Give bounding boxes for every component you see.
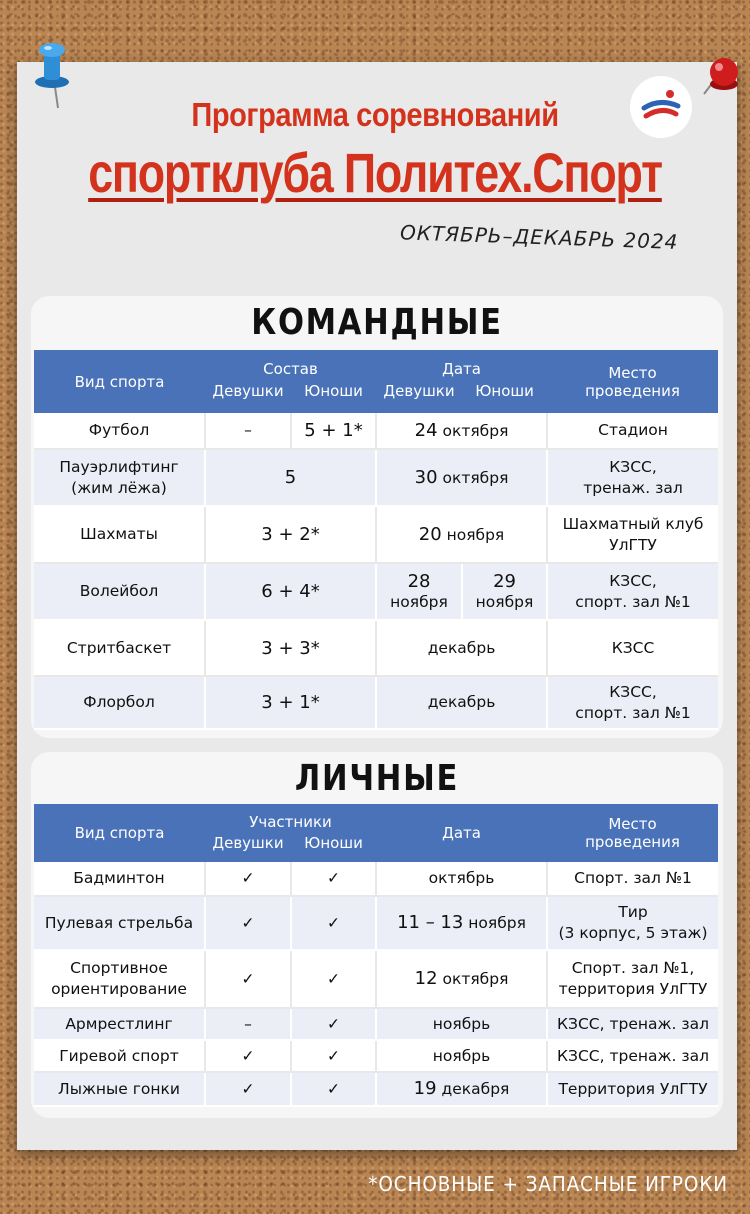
cell-girls: –: [205, 413, 291, 449]
venue-line-2: спорт. зал №1: [575, 592, 691, 611]
header-girls: Девушки: [205, 382, 291, 413]
cell-date: [376, 449, 547, 506]
check-icon: ✓: [291, 1072, 376, 1106]
title-line-2: спортклуба Политех.Спорт: [88, 141, 662, 204]
cell-composition: 3 + 1*: [205, 676, 376, 729]
cell-sport: [34, 449, 205, 506]
header-sport: Вид спорта: [34, 350, 205, 413]
venue-line-2: УлГТУ: [609, 535, 657, 554]
cell-date: декабрь: [376, 676, 547, 729]
cell-sport: Армрестлинг: [34, 1008, 205, 1040]
date-word: октября: [442, 421, 509, 440]
cell-composition: 3 + 2*: [205, 506, 376, 563]
venue-line-1: Тир: [618, 903, 648, 921]
title-line-1: Программа соревнований: [191, 96, 559, 133]
venue-line-2: территория УлГТУ: [558, 980, 708, 998]
date-word: ноября: [446, 525, 505, 544]
cell-venue: [547, 950, 718, 1008]
cell-sport: Футбол: [34, 413, 205, 449]
header-venue-l2: проведения: [585, 833, 680, 851]
cell-venue: Стадион: [547, 413, 718, 449]
check-icon: ✓: [291, 950, 376, 1008]
cell-date-boys: [462, 563, 547, 620]
sport-line-2: ориентирование: [51, 980, 187, 998]
cell-sport: Флорбол: [34, 676, 205, 729]
check-icon: ✓: [205, 896, 291, 950]
header-venue-l1: Место: [608, 363, 657, 382]
individual-table: [34, 804, 718, 1107]
cell-date: [376, 896, 547, 950]
header-girls: Девушки: [205, 834, 291, 862]
cell-composition: 5: [205, 449, 376, 506]
table-row: [34, 563, 718, 620]
cell-sport: [34, 950, 205, 1008]
cell-venue: [547, 506, 718, 563]
cell-venue: КЗСС: [547, 620, 718, 676]
header-date-boys: Юноши: [462, 382, 547, 413]
sport-line-1: Пауэрлифтинг: [59, 457, 179, 476]
cell-date: [376, 413, 547, 449]
cell-venue: КЗСС, тренаж. зал: [547, 1008, 718, 1040]
date-num: 20: [418, 523, 442, 545]
sport-line-2: (жим лёжа): [71, 478, 167, 497]
cell-venue: [547, 896, 718, 950]
cell-venue: [547, 449, 718, 506]
cell-sport: Волейбол: [34, 563, 205, 620]
cell-venue: [547, 563, 718, 620]
table-row: [34, 1008, 718, 1040]
table-row: [34, 413, 718, 449]
date-word: октября: [442, 970, 509, 988]
table-row: [34, 950, 718, 1008]
check-icon: ✓: [205, 950, 291, 1008]
cell-date: ноябрь: [376, 1008, 547, 1040]
cell-sport: Лыжные гонки: [34, 1072, 205, 1106]
cell-venue: КЗСС, тренаж. зал: [547, 1040, 718, 1072]
date-num: 11 – 13: [397, 912, 464, 933]
header-venue: [547, 804, 718, 862]
venue-line-1: КЗСС,: [609, 682, 657, 701]
venue-line-1: Шахматный клуб: [562, 514, 704, 533]
venue-line-1: Спорт. зал №1,: [571, 959, 695, 977]
table-row: [34, 620, 718, 676]
header-composition: Состав: [205, 350, 376, 382]
cell-date: ноябрь: [376, 1040, 547, 1072]
date-num: 24: [414, 419, 438, 441]
table-row: [34, 676, 718, 729]
cell-venue: Спорт. зал №1: [547, 862, 718, 896]
cell-sport: Шахматы: [34, 506, 205, 563]
header-boys: Юноши: [291, 382, 376, 413]
date-word: октября: [442, 468, 509, 487]
date-num: 29: [493, 570, 516, 592]
check-icon: ✓: [205, 1040, 291, 1072]
header-boys: Юноши: [291, 834, 376, 862]
header-date-girls: Девушки: [376, 382, 462, 413]
cell-girls: –: [205, 1008, 291, 1040]
venue-line-2: (3 корпус, 5 этаж): [558, 924, 708, 942]
cell-sport: Бадминтон: [34, 862, 205, 896]
date-num: 12: [414, 968, 438, 989]
cell-sport: Гиревой спорт: [34, 1040, 205, 1072]
cell-date: октябрь: [376, 862, 547, 896]
cell-composition: 6 + 4*: [205, 563, 376, 620]
table-row: [34, 862, 718, 896]
check-icon: ✓: [291, 862, 376, 896]
cell-date: [376, 1072, 547, 1106]
header-date: Дата: [376, 350, 547, 382]
date-num: 28: [407, 570, 431, 592]
team-section-title: КОМАНДНЫЕ: [251, 302, 503, 343]
period-subtitle: ОКТЯБРЬ–ДЕКАБРЬ 2024: [399, 220, 679, 254]
date-word: декабря: [441, 1080, 510, 1098]
cell-composition: 3 + 3*: [205, 620, 376, 676]
header-sport: Вид спорта: [34, 804, 205, 862]
cell-sport: Стритбаскет: [34, 620, 205, 676]
individual-section-title: ЛИЧНЫЕ: [294, 758, 460, 799]
header-venue: [547, 350, 718, 413]
check-icon: ✓: [205, 862, 291, 896]
cell-date-girls: [376, 563, 462, 620]
header-venue-l1: Место: [608, 815, 657, 833]
cell-boys: 5 + 1*: [291, 413, 376, 449]
date-word: ноября: [390, 592, 448, 611]
date-num: 30: [414, 466, 438, 488]
cell-venue: Территория УлГТУ: [547, 1072, 718, 1106]
cell-date: декабрь: [376, 620, 547, 676]
date-word: ноября: [475, 592, 534, 611]
cell-sport: Пулевая стрельба: [34, 896, 205, 950]
footnote: *ОСНОВНЫЕ + ЗАПАСНЫЕ ИГРОКИ: [368, 1172, 728, 1196]
team-table: [34, 350, 718, 730]
venue-line-1: КЗСС,: [609, 457, 657, 476]
header-participants: Участники: [205, 804, 376, 834]
venue-line-1: КЗСС,: [609, 571, 657, 590]
table-row: [34, 449, 718, 506]
cell-venue: [547, 676, 718, 729]
table-row: [34, 1040, 718, 1072]
table-row: [34, 896, 718, 950]
sport-line-1: Спортивное: [70, 959, 168, 977]
header-venue-l2: проведения: [585, 381, 680, 400]
check-icon: ✓: [291, 1008, 376, 1040]
check-icon: ✓: [205, 1072, 291, 1106]
date-num: 19: [413, 1078, 437, 1099]
header-date: Дата: [376, 804, 547, 862]
table-row: [34, 506, 718, 563]
cell-date: [376, 950, 547, 1008]
check-icon: ✓: [291, 896, 376, 950]
cell-date: [376, 506, 547, 563]
venue-line-2: тренаж. зал: [583, 478, 683, 497]
check-icon: ✓: [291, 1040, 376, 1072]
table-row: [34, 1072, 718, 1106]
date-word: ноября: [468, 914, 526, 932]
venue-line-2: спорт. зал №1: [575, 703, 691, 722]
